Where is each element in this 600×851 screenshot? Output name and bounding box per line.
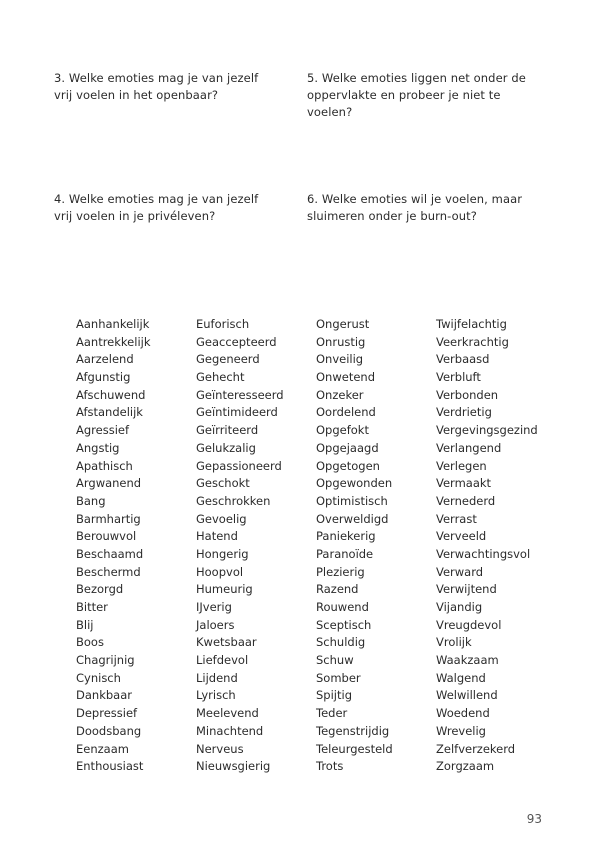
emotion-word: Plezierig	[316, 564, 365, 579]
emotion-word: Vernederd	[436, 493, 496, 508]
emotion-word: Geïntimideerd	[196, 405, 278, 420]
emotion-word: Liefdevol	[196, 653, 249, 668]
emotion-word: Vrolijk	[436, 635, 472, 650]
emotion-word: Onrustig	[316, 334, 366, 349]
emotion-word: Schuw	[316, 653, 354, 668]
emotion-word: Walgend	[436, 670, 486, 685]
emotion-word: Opgefokt	[316, 423, 369, 438]
emotion-word: Verveeld	[436, 529, 487, 544]
emotion-word: Onveilig	[316, 352, 364, 367]
page-number: 93	[526, 812, 542, 826]
emotion-word: Schuldig	[316, 635, 366, 650]
emotion-word: Hongerig	[196, 546, 249, 561]
emotion-word: Geschokt	[196, 476, 250, 491]
emotion-word: Oordelend	[316, 405, 376, 420]
emotion-word: Gegeneerd	[196, 352, 260, 367]
emotion-word: Meelevend	[196, 706, 259, 721]
emotion-word: Berouwvol	[76, 529, 137, 544]
emotion-word: Vermaakt	[436, 476, 492, 491]
emotion-word: Paranoïde	[316, 546, 374, 561]
emotion-word: Verbonden	[436, 387, 499, 402]
emotion-word: Vergevingsgezind	[436, 423, 538, 438]
emotion-word: Woedend	[436, 706, 490, 721]
question-6: 6. Welke emoties wil je voelen, maar sluimeren onder je burn-out?	[307, 192, 523, 223]
emotion-word: Verdrietig	[436, 405, 492, 420]
emotion-word: Nerveus	[196, 741, 244, 756]
emotion-word: Verbluft	[436, 370, 481, 385]
emotion-word: Hoopvol	[196, 564, 244, 579]
emotion-word: Enthousiast	[76, 759, 144, 774]
emotion-word: Wrevelig	[436, 723, 486, 738]
emotion-word: Overweldigd	[316, 511, 389, 526]
emotion-word: Zelfverzekerd	[436, 741, 516, 756]
question-4: 4. Welke emoties mag je van jezelf vrij voelen in je privéleven?	[54, 192, 259, 223]
emotion-word: Onzeker	[316, 387, 364, 402]
emotion-word: Afstandelijk	[76, 405, 143, 420]
emotion-word: Geïnteresseerd	[196, 387, 284, 402]
emotion-word: Tegenstrijdig	[316, 723, 390, 738]
emotion-word: Gehecht	[196, 370, 245, 385]
emotion-word: Paniekerig	[316, 529, 376, 544]
emotion-word: Eenzaam	[76, 741, 129, 756]
emotion-word: Ongerust	[316, 317, 370, 331]
emotion-word: Beschermd	[76, 564, 141, 579]
emotion-word: Nieuwsgierig	[196, 759, 271, 774]
emotion-word: Vreugdevol	[436, 617, 502, 632]
emotion-word: Agressief	[76, 423, 130, 438]
emotion-word: Vijandig	[436, 600, 483, 614]
emotion-word: Angstig	[76, 440, 120, 455]
emotion-word: Geïrriteerd	[196, 423, 259, 438]
emotion-word: Bezorgd	[76, 582, 124, 597]
emotion-word: Minachtend	[196, 723, 264, 738]
emotion-word: Cynisch	[76, 670, 121, 685]
emotion-word: Opgewonden	[316, 476, 393, 491]
emotion-word: Depressief	[76, 706, 138, 721]
emotion-word: Somber	[316, 670, 361, 685]
emotion-word: Aarzelend	[76, 352, 134, 367]
emotion-word: Geaccepteerd	[196, 334, 277, 349]
emotion-word: Geschrokken	[196, 493, 271, 508]
emotion-word: Zorgzaam	[436, 759, 495, 774]
emotion-word: Optimistisch	[316, 493, 388, 508]
emotion-word: Jaloers	[196, 617, 235, 632]
emotion-word: Lijdend	[196, 670, 238, 685]
emotion-word: Opgejaagd	[316, 440, 379, 455]
emotion-word: Spijtig	[316, 688, 352, 703]
emotion-word: Humeurig	[196, 582, 253, 597]
emotion-word: Verlangend	[436, 440, 502, 455]
emotion-word: Verrast	[436, 511, 477, 526]
emotion-word: Veerkrachtig	[436, 334, 509, 349]
emotion-word: Opgetogen	[316, 458, 380, 473]
emotion-word: Afgunstig	[76, 370, 131, 385]
emotion-word: Blij	[76, 617, 94, 632]
emotion-word: Teleurgesteld	[316, 741, 393, 756]
emotion-word: Razend	[316, 582, 359, 597]
emotion-word-column	[76, 316, 196, 776]
emotion-word: Doodsbang	[76, 723, 142, 738]
emotion-word: Apathisch	[76, 458, 133, 473]
emotion-word: Verbaasd	[436, 352, 490, 367]
emotion-word: Twijfelachtig	[436, 317, 507, 331]
emotion-word: Beschaamd	[76, 546, 144, 561]
emotion-word: Teder	[316, 706, 348, 721]
emotion-word: Welwillend	[436, 688, 498, 703]
emotion-word: Waakzaam	[436, 653, 499, 668]
emotion-word: Verwijtend	[436, 582, 497, 597]
emotion-word: Aanhankelijk	[76, 317, 150, 331]
emotion-word-column	[196, 316, 316, 776]
emotion-word: Sceptisch	[316, 617, 372, 632]
emotion-word-column	[436, 316, 556, 776]
emotion-word: Argwanend	[76, 476, 142, 491]
emotion-word: Verward	[436, 564, 484, 579]
emotion-word: Onwetend	[316, 370, 375, 385]
emotion-word: Dankbaar	[76, 688, 132, 703]
emotion-word: Gevoelig	[196, 511, 247, 526]
question-3: 3. Welke emoties mag je van jezelf vrij voelen in het openbaar?	[54, 71, 259, 102]
emotion-word: Verwachtingsvol	[436, 546, 531, 561]
emotion-word: Verlegen	[436, 458, 487, 473]
emotion-word: Boos	[76, 635, 104, 650]
emotion-word: Chagrijnig	[76, 653, 135, 668]
emotion-word-list	[76, 316, 556, 776]
emotion-word: Kwetsbaar	[196, 635, 257, 650]
emotion-word: Euforisch	[196, 317, 250, 331]
question-5: 5. Welke emoties liggen net onder de oppervlakte en probeer je niet te voelen?	[307, 71, 526, 119]
emotion-word: Hatend	[196, 529, 238, 544]
emotion-word: Gelukzalig	[196, 440, 256, 455]
emotion-word: Aantrekkelijk	[76, 334, 151, 349]
emotion-word: Afschuwend	[76, 387, 146, 402]
emotion-word: Gepassioneerd	[196, 458, 282, 473]
emotion-word: IJverig	[196, 600, 232, 614]
emotion-word: Barmhartig	[76, 511, 141, 526]
emotion-word: Bitter	[76, 600, 108, 614]
emotion-word: Lyrisch	[196, 688, 236, 703]
emotion-word: Bang	[76, 493, 106, 508]
emotion-word-column	[316, 316, 436, 776]
emotion-word: Rouwend	[316, 600, 369, 614]
emotion-word: Trots	[316, 759, 344, 774]
